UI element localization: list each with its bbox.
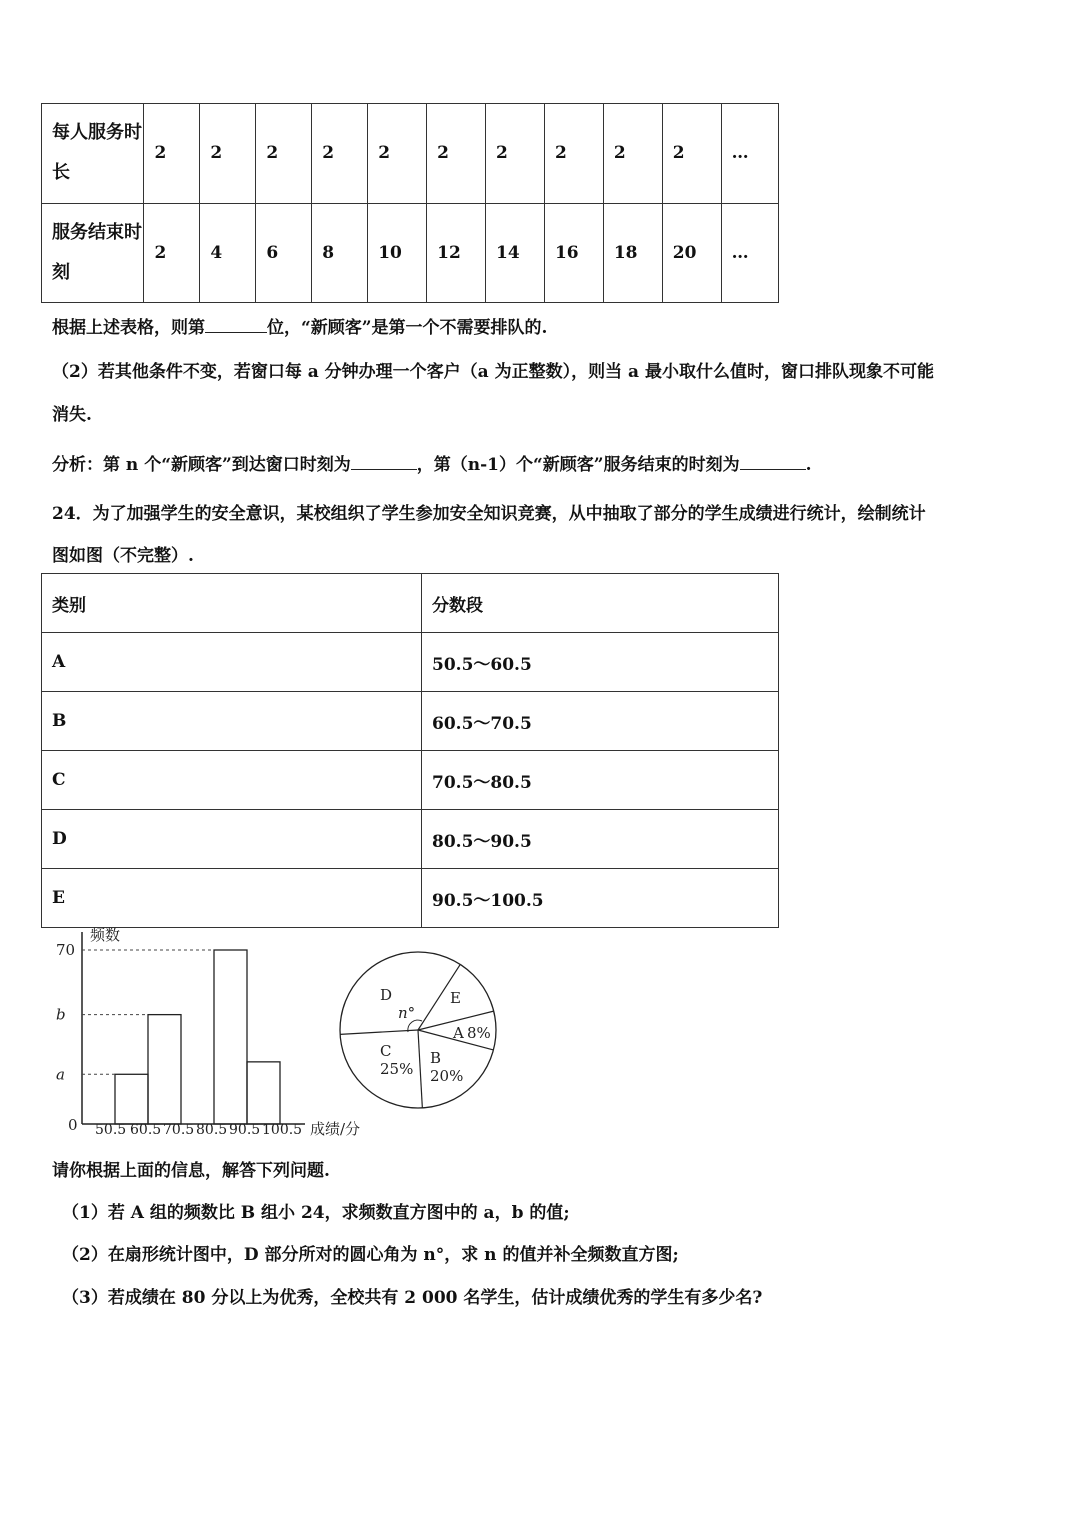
table-row	[42, 203, 779, 303]
table-cell: D	[42, 810, 422, 869]
column-header: 分数段	[422, 574, 779, 633]
x-axis-label: 成绩/分	[310, 1120, 361, 1138]
table-cell: 70.5～80.5	[422, 751, 779, 810]
histogram-bar	[214, 950, 247, 1124]
table-cell: 2	[144, 203, 200, 303]
service-table	[41, 103, 779, 303]
table-cell: …	[721, 104, 778, 204]
histogram-bar	[115, 1074, 148, 1124]
pie-percent-label: 25%	[380, 1060, 414, 1078]
table-cell: 2	[144, 104, 200, 204]
table-cell: 2	[256, 104, 312, 204]
y-tick-label: a	[56, 1065, 65, 1084]
pie-slice-label: C	[380, 1042, 392, 1060]
table-cell: 2	[662, 104, 721, 204]
pie-slice-label: A	[453, 1024, 464, 1042]
table-cell: 16	[544, 203, 603, 303]
table-row	[42, 810, 779, 869]
table-cell: 2	[368, 104, 427, 204]
answer-blank	[740, 468, 806, 470]
table-row	[42, 104, 779, 204]
column-header: 类别	[42, 574, 422, 633]
table-cell: 8	[312, 203, 368, 303]
row-header: 每人服务时 长	[42, 104, 144, 204]
table-row	[42, 692, 779, 751]
table-cell: 18	[603, 203, 662, 303]
table-cell: 60.5～70.5	[422, 692, 779, 751]
pie-slice-label: D	[380, 986, 393, 1004]
question-line: 消失.	[52, 405, 92, 425]
pie-plot	[340, 952, 496, 1108]
instruction-line: 请你根据上面的信息，解答下列问题.	[52, 1161, 330, 1181]
table-cell: 12	[427, 203, 486, 303]
table-cell: 2	[486, 104, 545, 204]
pie-percent-label: 8%	[467, 1024, 491, 1042]
x-tick-label: 50.5	[95, 1122, 127, 1138]
table-row	[42, 869, 779, 928]
table-cell: E	[42, 869, 422, 928]
histogram-bar	[247, 1062, 280, 1124]
table-cell: 2	[200, 104, 256, 204]
answer-blank	[351, 468, 417, 470]
frequency-histogram	[40, 920, 380, 1145]
table-row	[42, 751, 779, 810]
table-cell: 2	[312, 104, 368, 204]
table-cell: 2	[427, 104, 486, 204]
table-cell: 10	[368, 203, 427, 303]
table-cell: 90.5～100.5	[422, 869, 779, 928]
sub-question-3: （3）若成绩在 80 分以上为优秀，全校共有 2 000 名学生，估计成绩优秀的学生有多少名?	[62, 1288, 763, 1308]
pie-slice-label: B	[430, 1049, 442, 1067]
x-tick-label: 90.5	[229, 1122, 261, 1138]
table-cell: A	[42, 633, 422, 692]
table-cell: 50.5～60.5	[422, 633, 779, 692]
answer-blank	[205, 331, 267, 333]
y-tick-label: b	[56, 1005, 66, 1024]
pie-percent-label: n°	[398, 1004, 416, 1022]
table-row	[42, 633, 779, 692]
pie-slice-edge	[340, 1030, 418, 1034]
y-tick-label: 0	[68, 1116, 78, 1134]
table-cell: 2	[544, 104, 603, 204]
pie-slice-label: E	[450, 989, 461, 1007]
table-cell: 6	[256, 203, 312, 303]
question-line: 根据上述表格，则第 位，“新顾客”是第一个不需要排队的.	[52, 318, 548, 338]
pie-percent-label: 20%	[430, 1067, 464, 1085]
table-cell: 20	[662, 203, 721, 303]
category-table	[41, 573, 779, 928]
table-cell: …	[721, 203, 778, 303]
table-cell: C	[42, 751, 422, 810]
sub-question-1: （1）若 A 组的频数比 B 组小 24，求频数直方图中的 a，b 的值;	[62, 1203, 570, 1223]
y-tick-label: 70	[56, 941, 76, 959]
sub-question-2: （2）在扇形统计图中，D 部分所对的圆心角为 n°，求 n 的值并补全频数直方图;	[62, 1245, 679, 1265]
x-tick-label: 60.5	[130, 1122, 162, 1138]
pie-slice-edge	[418, 1030, 422, 1108]
analysis-line: 分析：第 n 个“新顾客”到达窗口时刻为 ，第（n-1）个“新顾客”服务结束的时刻为 .	[52, 455, 812, 475]
table-cell: B	[42, 692, 422, 751]
x-tick-label: 80.5	[196, 1122, 228, 1138]
question-line: （2）若其他条件不变，若窗口每 a 分钟办理一个客户（a 为正整数），则当 a 最小取什么值时，窗口排队现象不可能	[52, 362, 934, 382]
y-axis-label: 频数	[90, 926, 121, 944]
question-24-line: 24．为了加强学生的安全意识，某校组织了学生参加安全知识竞赛，从中抽取了部分的学生成绩进行统计，绘制统计	[52, 504, 926, 524]
histogram-bar	[148, 1015, 181, 1124]
sector-chart	[330, 945, 510, 1115]
table-header-row	[42, 574, 779, 633]
question-24-line: 图如图（不完整）.	[52, 546, 194, 566]
table-cell: 4	[200, 203, 256, 303]
table-cell: 2	[603, 104, 662, 204]
x-tick-label: 100.5	[262, 1122, 303, 1138]
table-cell: 80.5～90.5	[422, 810, 779, 869]
row-header: 服务结束时 刻	[42, 203, 144, 303]
table-cell: 14	[486, 203, 545, 303]
x-tick-label: 70.5	[163, 1122, 195, 1138]
histogram-plot	[56, 932, 305, 1138]
